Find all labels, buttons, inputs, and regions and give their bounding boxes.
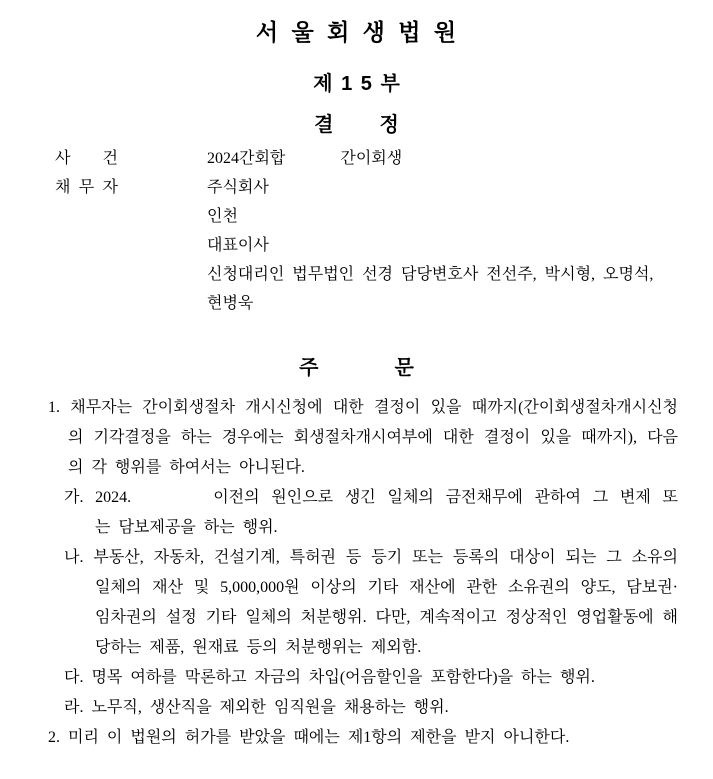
debtor-label: 채 무 자 xyxy=(55,179,118,196)
empty-label xyxy=(55,289,118,318)
order-line-with-redaction xyxy=(48,483,678,513)
empty-label xyxy=(55,260,118,289)
debtor-representative: 대표이사 xyxy=(207,237,269,254)
heading-spacer xyxy=(319,351,395,380)
attorney-line-cont: 현병욱 xyxy=(207,295,254,312)
order-line: 1. 채무자는 간이회생절차 개시신청에 대한 결정이 있을 때까지(간이회생절차개시신청 xyxy=(48,399,678,416)
order-line: 2. 미리 이 법원의 허가를 받았을 때에는 제1항의 제한을 받지 아니한다. xyxy=(48,729,570,746)
order-line: 다. 명목 여하를 막론하고 자금의 차입(어음할인을 포함한다)을 하는 행위. xyxy=(64,669,595,686)
court-name-title: 서 울 회 생 법 원 xyxy=(255,19,458,45)
case-number-value xyxy=(207,144,402,173)
decision-heading-right: 정 xyxy=(379,114,399,136)
order-line: 라. 노무직, 생산직을 제외한 임직원을 채용하는 행위. xyxy=(64,699,449,716)
order-section xyxy=(48,393,678,753)
case-number-prefix: 2024간회합 xyxy=(207,150,286,167)
decision-heading-left: 결 xyxy=(314,114,334,136)
heading-spacer xyxy=(334,108,380,137)
court-division-title: 제 1 5 부 xyxy=(313,73,400,95)
case-row-debtor xyxy=(55,173,680,202)
order-line: 임차권의 설정 기타 일체의 처분행위. 다만, 계속적이고 정상적인 영업활동에 해 xyxy=(95,609,678,626)
order-line: 일체의 재산 및 5,000,000원 이상의 기타 재산에 관한 소유권의 양도, 담보권· xyxy=(95,579,678,596)
case-number-label: 사 건 xyxy=(55,150,118,167)
empty-label xyxy=(55,231,118,260)
jumun-heading-left: 주 xyxy=(299,357,319,379)
order-line: 당하는 제품, 원재료 등의 처분행위는 제외함. xyxy=(95,639,422,656)
order-line: 의 기각결정을 하는 경우에는 회생절차개시여부에 대한 결정이 있을 때까지), 다음 xyxy=(68,429,678,446)
jumun-heading xyxy=(0,351,713,380)
case-row-representative xyxy=(55,231,680,260)
attorney-line: 신청대리인 법무법인 선경 담당변호사 전선주, 박시형, 오명석, xyxy=(207,266,654,283)
order-line: 는 담보제공을 하는 행위. xyxy=(95,519,278,536)
case-row-address xyxy=(55,202,680,231)
debtor-address: 인천 xyxy=(207,208,238,225)
empty-label xyxy=(55,202,118,231)
order-line: 나. 부동산, 자동차, 건설기계, 특허권 등 등기 또는 등록의 대상이 되는 그 소유의 xyxy=(64,549,678,566)
case-row-attorney xyxy=(55,260,680,289)
order-line: 의 각 행위를 하여서는 아니된다. xyxy=(68,459,305,476)
debtor-company: 주식회사 xyxy=(207,179,269,196)
case-row-attorney-cont xyxy=(55,289,680,318)
case-type: 간이회생 xyxy=(340,150,403,167)
case-row-case-number xyxy=(55,144,680,173)
decision-heading xyxy=(0,108,713,137)
jumun-heading-right: 문 xyxy=(394,357,414,379)
order-line-date-prefix: 가. 2024. xyxy=(64,489,132,506)
order-line-date-suffix: 이전의 원인으로 생긴 일체의 금전채무에 관하여 그 변제 또 xyxy=(213,489,678,506)
case-info-section xyxy=(55,144,680,318)
